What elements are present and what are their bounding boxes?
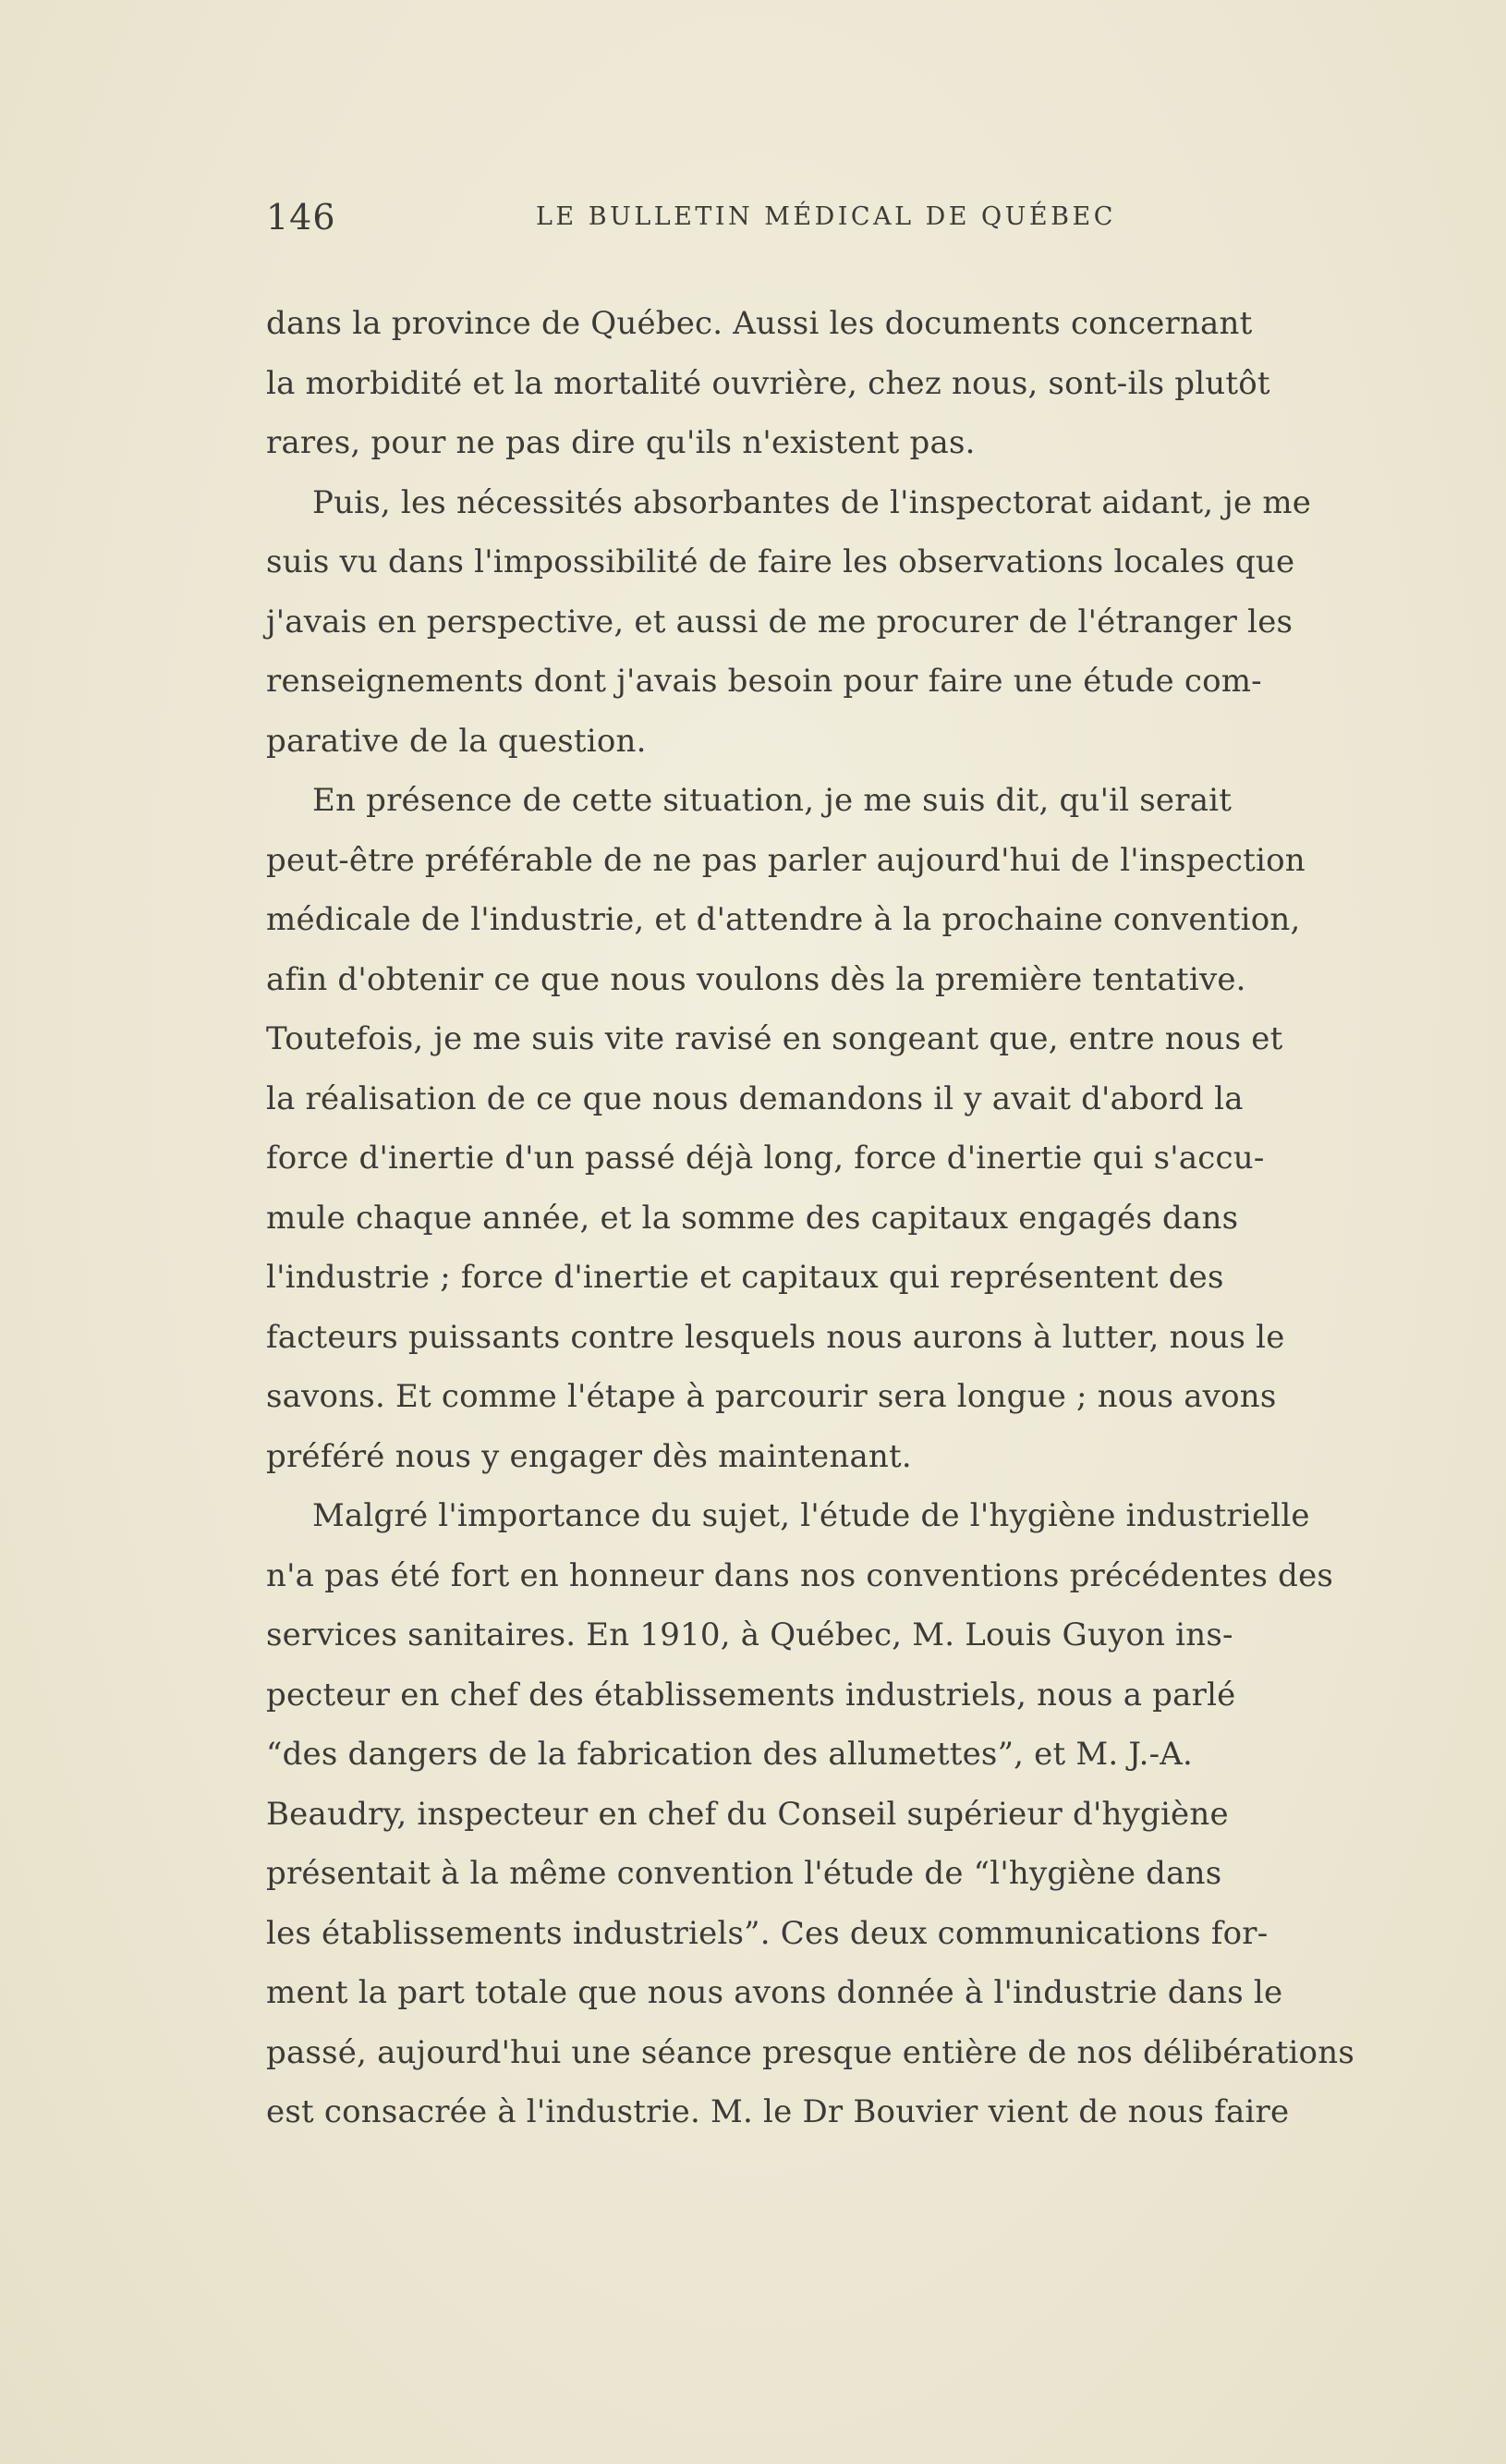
text-line: afin d'obtenir ce que nous voulons dès la première tentative. (266, 960, 1246, 998)
paragraph-start-line: Puis, les nécessités absorbantes de l'inspectorat aidant, je me (312, 483, 1312, 521)
text-line: la réalisation de ce que nous demandons il y avait d'abord la (266, 1080, 1244, 1117)
text-line: ment la part totale que nous avons donnée à l'industrie dans le (266, 1974, 1283, 2011)
page-number: 146 (266, 197, 336, 238)
text-line: médicale de l'industrie, et d'attendre à la prochaine convention, (266, 901, 1301, 938)
text-line: suis vu dans l'impossibilité de faire les observations locales que (266, 543, 1295, 580)
body-text (266, 294, 1449, 2142)
text-line: est consacrée à l'industrie. M. le Dr Bouvier vient de nous faire (266, 2093, 1290, 2130)
text-line: n'a pas été fort en honneur dans nos conventions précédentes des (266, 1556, 1334, 1594)
text-line: dans la province de Québec. Aussi les documents concernant (266, 305, 1253, 342)
paragraph-start-line: En présence de cette situation, je me suis dit, qu'il serait (312, 782, 1233, 819)
journal-title: LE BULLETIN MÉDICAL DE QUÉBEC (536, 202, 1116, 231)
text-line: j'avais en perspective, et aussi de me procurer de l'étranger les (266, 603, 1293, 640)
running-head (266, 196, 1208, 238)
text-line: l'industrie ; force d'inertie et capitaux qui représentent des (266, 1259, 1224, 1296)
text-line: Beaudry, inspecteur en chef du Conseil supérieur d'hygiène (266, 1795, 1229, 1833)
text-line: peut-être préférable de ne pas parler aujourd'hui de l'inspection (266, 841, 1306, 879)
text-line: pecteur en chef des établissements industriels, nous a parlé (266, 1676, 1236, 1714)
text-line: savons. Et comme l'étape à parcourir sera longue ; nous avons (266, 1378, 1277, 1415)
text-line: Toutefois, je me suis vite ravisé en songeant que, entre nous et (266, 1020, 1283, 1057)
text-line: facteurs puissants contre lesquels nous aurons à lutter, nous le (266, 1318, 1285, 1356)
text-line: rares, pour ne pas dire qu'ils n'existent pas. (266, 424, 976, 461)
text-line: “des dangers de la fabrication des allumettes”, et M. J.-A. (266, 1736, 1194, 1773)
text-line: présentait à la même convention l'étude de “l'hygiène dans (266, 1855, 1222, 1892)
text-line: passé, aujourd'hui une séance presque entière de nos délibérations (266, 2033, 1354, 2071)
paragraph-start-line: Malgré l'importance du sujet, l'étude de l'hygiène industrielle (312, 1497, 1310, 1534)
text-line: mule chaque année, et la somme des capitaux engagés dans (266, 1199, 1239, 1237)
text-line: renseignements dont j'avais besoin pour faire une étude com- (266, 663, 1262, 700)
text-line: services sanitaires. En 1910, à Québec, M. Louis Guyon ins- (266, 1616, 1233, 1653)
text-line: la morbidité et la mortalité ouvrière, chez nous, sont-ils plutôt (266, 364, 1270, 402)
text-line: les établissements industriels”. Ces deux communications for- (266, 1914, 1269, 1952)
text-line: force d'inertie d'un passé déjà long, force d'inertie qui s'accu- (266, 1140, 1265, 1177)
text-line: parative de la question. (266, 722, 647, 760)
text-line: préféré nous y engager dès maintenant. (266, 1437, 912, 1475)
